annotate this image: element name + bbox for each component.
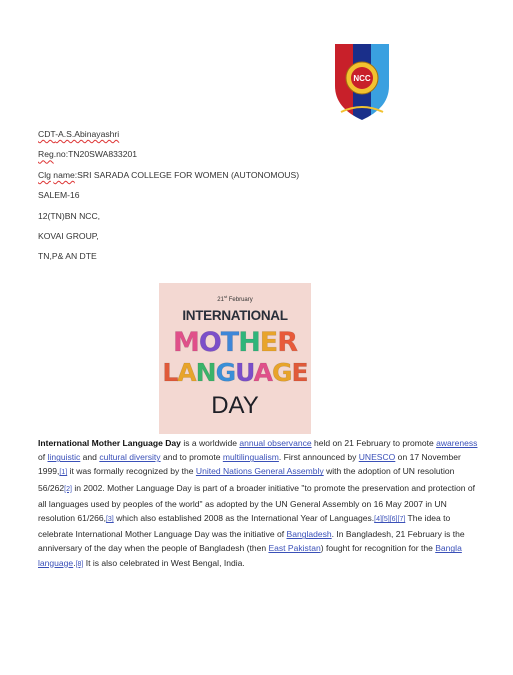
link-unesco[interactable]: UNESCO [358, 452, 396, 463]
link-linguistic[interactable]: linguistic [47, 452, 81, 463]
reg-no-line: Reg.no:TN20SWA833201 [38, 149, 138, 160]
cadet-details [38, 124, 478, 267]
ncc-logo-icon [333, 42, 391, 122]
mother-language-day-poster [159, 283, 311, 434]
link-awareness[interactable]: awareness [436, 438, 478, 448]
poster-language-letter: A [177, 358, 196, 387]
poster-language-letter: L [162, 358, 178, 387]
article-paragraph: International Mother Language Day is a worldwide annual observance held on 21 February to promote awareness of linguistic and cultural diversity and to promote multilingualism. First announced by UNESCO on 17 November 1999,[1] it was formally recognized by the United Nations General Assembly with the adoption of UN resolution 56/262[2] in 2002. Mother Language Day is part of a broader initiative "to promote the preservation and protection of all languages used by peoples of the world" as adopted by the UN General Assembly on 16 May 2007 in UN resolution 61/266,[3] which also established 2008 as the International Year of Languages.[4][5][6][7] The idea to celebrate International Mother Language Day was the initiative of Bangladesh. In Bangladesh, 21 February is the anniversary of the day when the people of Bangladesh (then East Pakistan) fought for recognition for the Bangla language.[8] It is also celebrated in West Bengal, India. [38, 438, 478, 568]
citation-3[interactable]: [3] [105, 516, 114, 524]
poster-mother-letter: T [220, 327, 239, 358]
poster-language-letter: N [195, 358, 216, 387]
article-title: International Mother Language Day [38, 438, 181, 448]
poster-mother-letter: R [277, 327, 298, 358]
citation-8[interactable]: [8] [75, 560, 84, 568]
link-east-pakistan[interactable]: East Pakistan [268, 543, 321, 554]
poster-mother-letter: E [259, 327, 278, 358]
college-name-line: Clg name:SRI SARADA COLLEGE FOR WOMEN (AUTONOMOUS) [38, 169, 300, 180]
link-multilingualism[interactable]: multilingualism [222, 452, 279, 463]
link-un-general-assembly[interactable]: United Nations General Assembly [195, 466, 324, 477]
poster-date: 21st February [217, 294, 253, 303]
link-bangla-language[interactable]: Bangla language [38, 543, 462, 568]
poster-language-letter: G [272, 358, 292, 387]
link-bangladesh[interactable]: Bangladesh [286, 529, 332, 540]
address-line: SALEM-16 [38, 190, 80, 201]
poster-mother-letter: H [238, 327, 260, 358]
citation-4-7[interactable]: [4][5][6][7] [374, 516, 406, 524]
link-cultural-diversity[interactable]: cultural diversity [99, 452, 161, 463]
poster-mother [159, 327, 311, 358]
poster-mother-letter: O [198, 327, 221, 358]
poster-international: INTERNATIONAL [182, 308, 288, 323]
poster-language-letter: E [291, 358, 308, 387]
cadet-name-line: CDT-A.S.Abinayashri [38, 129, 120, 139]
poster-language-letter: U [235, 358, 254, 387]
poster-language-letter: G [215, 358, 236, 387]
poster-day: DAY [211, 392, 259, 419]
poster-mother-letter: M [172, 327, 199, 358]
citation-2[interactable]: [2] [64, 485, 72, 493]
link-annual-observance[interactable]: annual observance [239, 438, 312, 448]
poster-language-letter: A [253, 358, 273, 387]
directorate-line: TN,P& AN DTE [38, 251, 97, 262]
battalion-line: 12(TN)BN NCC, [38, 210, 101, 221]
svg-text:NCC: NCC [353, 74, 371, 83]
citation-1[interactable]: [1] [59, 469, 68, 477]
group-line: KOVAI GROUP, [38, 230, 99, 241]
poster-language [159, 358, 311, 387]
